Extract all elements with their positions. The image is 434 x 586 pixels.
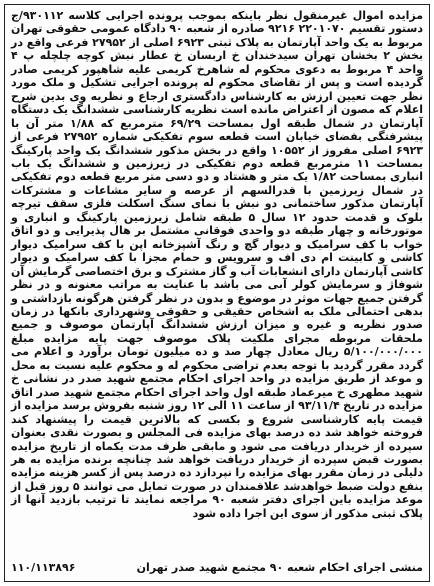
notice-body: مزایده اموال غیرمنقول نظر باینکه بموجب پرونده اجرایی کلاسه ۹۳۰۱۱۲/ج دستور تقسیم ۲۲۰۱۰۷۰ ۹۲۱۶ صادره از شعبه ۹۰ دادگاه عمومی حقوقی تهران مربوط به یک واحد آپارتمان به پلاک ثبتی ۶۹۲۳ اصلی از ۲۷۹۵۲ فرعی واقع در بخش ۲ بخشان تهران سیدخندان خ اربسان خ عطار نبش کوچه چلچله پ ۴ واحد ۴ مربوط به دعوی محکوم له شاهرخ کریمی علیه شاهپور کریمی صادر گردیده است و پس از تقاضای محکوم له پرونده اجرایی تشکیل و ملک مورد نظر جهت تعیین ارزش به کارشناس دادگستری ارجاع و نظریه وی بدین شرح اعلام که مصون از اعتراض مانده است نظریه کارشناسی ششدانگ یک دستگاه آپارتمان در شمال طبقه اول بمساحت ۶۹/۲۹ مترمربع که ۱/۸۸ متر آن با پیشرفتگی بفضای خیابان است قطعه سوم تفکیکی شماره ۲۷۹۵۲ فرعی از ۶۹۲۳ اصلی مفروز از ۱۰۵۵۲ واقع در بخش مذکور ششدانگ یک واحد پارکینگ بمساحت ۱۱ مترمربع قطعه دوم تفکیکی در زیرزمین و ششدانگ یک باب انباری بمساحت ۱/۸۲ یک متر و هشتاد و دو دسی متر مربع قطعه دوم تفکیکی در شمال زیرزمین با قدرالسهم از عرصه و سایر مشاعات و مشترکات آپارتمان مذکور ساختمانی دو نبش با نمای سنگ اسکلت فلزی سقف تیرچه بلوک و قدمت حدود ۱۲ سال ۵ طبقه شامل زیرزمین پارکینگ و انباری و موتورخانه و چهار طبقه دو واحدی فوقانی مشتمل بر هال پذیرایی و دو اتاق خواب با کف سرامیک و دیوار گچ و رنگ آشپزخانه اپن با کف سرامیک دیوار کاشی و کابینت ام دی اف و سرویس و حمام مجزا با کف سرامیک و دیوار کاشی آپارتمان دارای انشعابات آب و گاز مشترک و برق اختصاصی گرمایش آن شوفاژ و سرمایش کولر آبی می باشد با عنایت به مراتب معنونه و در نظر گرفتن جمیع جهات موثر در موضوع و بدون در نظر گرفتن هرگونه بازداشتی و بدهی احتمالی ملک به اشخاص حقیقی و حقوقی وشهرداری بانکها در زمان صدور نظریه و غیره و میزان ارزش ششدانگ آپارتمان موصوف و جمیع ملحقات مربوطه مجرای ملکیت پلاک موصوف جهت پایه مزایده مبلغ ۵/۱۰۰/۰۰۰/۰۰۰ ریال معادل چهار صد و ده میلیون تومان برآورد و اعلام می گردد مقرر گردید با توجه بعدم تراضی محکوم له و محکوم علیه نسبت به محل و موعد از طریق مزایده در واحد اجرای احکام مجتمع شهید صدر در نشانی خ شهید مطهری خ میرعماد طبقه اول واحد اجرای احکام مجتمع شهید صدر اتاق مزایده در تاریخ ۹۳/۱۱/۴ از ساعت ۱۱ الی ۱۲ روز شنبه بفروش برسد مزایده از قیمت پایه کارشناسی شروع و بکسی که بالاترین قیمت را پیشنهاد کند فروخته خواهد شد ده درصد بهای مزایده فی المجلس و بصورت نقدی بعنوان سپرده از خریدار دریافت می شود و مابقی ظرف مدت یکماه از تاریخ مزایده بصورت قبض سپرده از خریدار دریافت خواهد شد چنانچه برنده مزایده به هر دلیلی در زمان مقرر بهای مزایده را نپردازد ده درصد پس از کسر هزینه مزایده بنفع دولت ضبط خواهدشد علاقمندان در صورت تمایل می توانند ۵ روز قبل از موعد مزایده باین اجرای دفتر شعبه ۹۰ مراجعه نمایند تا ترتیب بازدید آنها از پلاک ثبتی مذکور از سوی این اجرا داده شود — [11, 9, 424, 520]
auction-notice — [4, 4, 430, 582]
notice-footer — [11, 559, 423, 575]
notice-signer: منشی اجرای احکام شعبه ۹۰ مجتمع شهید صدر تهران — [136, 560, 423, 574]
notice-code: ۱۱۰/۱۱۳۸۹۶ — [11, 560, 76, 574]
